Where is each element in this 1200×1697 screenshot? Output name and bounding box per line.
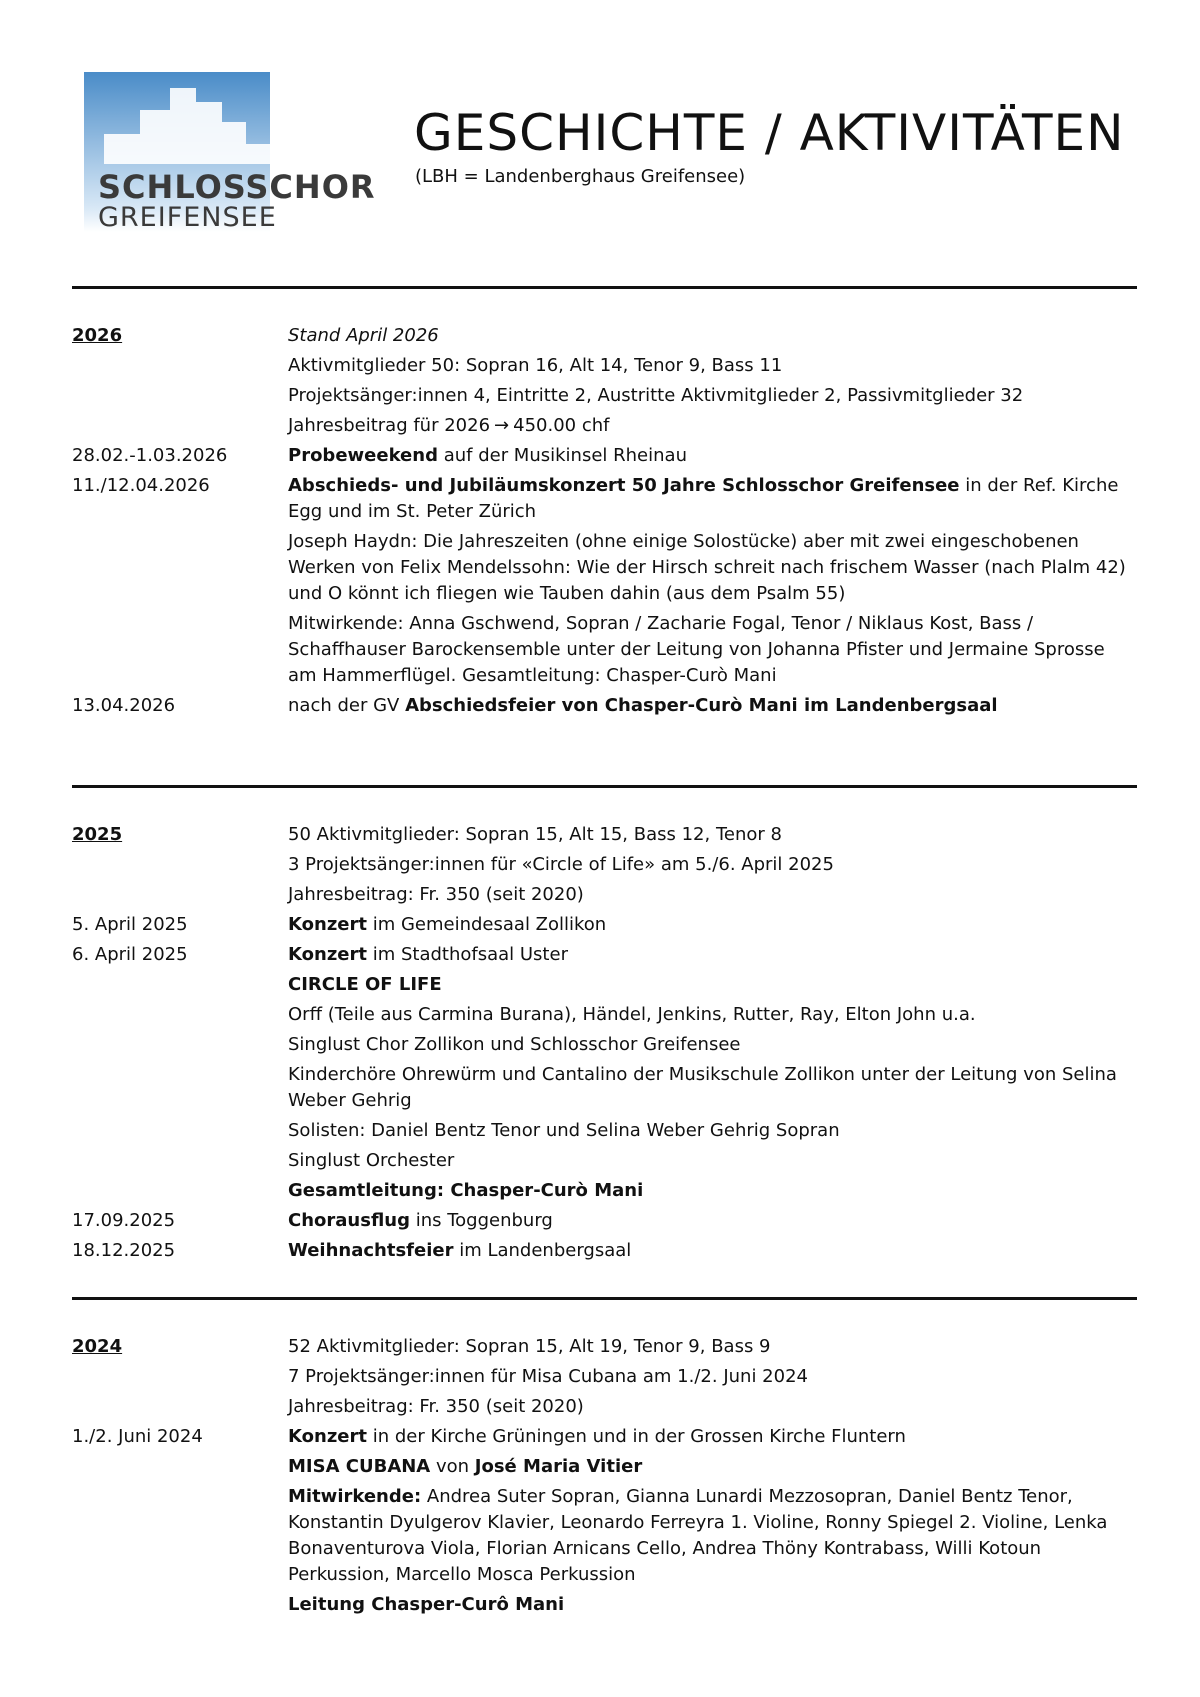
event-text: Abschieds- und Jubiläumskonzert 50 Jahre Schlosschor Greifensee in der Ref. Kirche Egg und im St. Peter Zürich: [288, 475, 1119, 522]
arrow-right-icon: →: [494, 415, 510, 436]
year-heading: 2025: [72, 824, 123, 845]
event-text: Konzert in der Kirche Grüningen und in der Grossen Kirche Fluntern: [288, 1426, 906, 1447]
project-singers-line: Projektsänger:innen 4, Eintritte 2, Austritte Aktivmitglieder 2, Passivmitglieder 32: [288, 385, 1024, 406]
event-text: Konzert im Gemeindesaal Zollikon: [288, 914, 607, 935]
event-row: [72, 693, 1137, 723]
event-performers: Mitwirkende: Anna Gschwend, Sopran / Zacharie Fogal, Tenor / Niklaus Kost, Bass / Schaffhauser Barockensemble unter der Leitung von Johanna Pfister und Jermaine Sprosse am Hammerflügel. Gesamtleitung: Chasper-Curò Mani: [288, 613, 1105, 686]
event-date: 6. April 2025: [72, 944, 188, 965]
event-date: 11./12.04.2026: [72, 475, 210, 496]
members-line: Aktivmitglieder 50: Sopran 16, Alt 14, Tenor 9, Bass 11: [288, 355, 783, 376]
section-2026: [72, 286, 1137, 723]
page-title: GESCHICHTE / AKTIVITÄTEN: [414, 104, 1125, 162]
event-performers: Mitwirkende: Andrea Suter Sopran, Gianna Lunardi Mezzosopran, Daniel Bentz Tenor, Konstantin Dyulgerov Klavier, Leonardo Ferreyra 1. Violine, Ronny Spiegel 2. Violine, Lenka Bonaventurova Viola, Florian Arnicans Cello, Andrea Thöny Kontrabass, Willi Kotoun Perkussion, Marcello Mosca Perkussion: [288, 1486, 1108, 1585]
members-line: 50 Aktivmitglieder: Sopran 15, Alt 15, Bass 12, Tenor 8: [288, 824, 782, 845]
event-row: [72, 1208, 1137, 1238]
choir-logo: [84, 72, 384, 232]
year-row: [72, 1334, 1137, 1424]
event-row: [72, 942, 1137, 1208]
fee-line: Jahresbeitrag: Fr. 350 (seit 2020): [288, 884, 584, 905]
event-row: [72, 473, 1137, 693]
section-divider: [72, 1297, 1137, 1300]
event-date: 17.09.2025: [72, 1210, 176, 1231]
event-date: 1./2. Juni 2024: [72, 1426, 203, 1447]
concert-title: CIRCLE OF LIFE: [288, 974, 442, 995]
event-row: [72, 443, 1137, 473]
event-childrens-choirs: Kinderchöre Ohrewürm und Cantalino der Musikschule Zollikon unter der Leitung von Selina Weber Gehrig: [288, 1064, 1117, 1111]
event-soloists: Solisten: Daniel Bentz Tenor und Selina Weber Gehrig Sopran: [288, 1120, 840, 1141]
year-row: [72, 323, 1137, 443]
section-2024: [72, 1297, 1137, 1622]
project-singers-line: 3 Projektsänger:innen für «Circle of Life» am 5./6. April 2025: [288, 854, 834, 875]
event-text: Probeweekend auf der Musikinsel Rheinau: [288, 445, 687, 466]
year-heading: 2026: [72, 325, 123, 346]
event-orchestra: Singlust Orchester: [288, 1150, 455, 1171]
event-date: 28.02.-1.03.2026: [72, 445, 228, 466]
event-row: [72, 1238, 1137, 1268]
event-date: 18.12.2025: [72, 1240, 176, 1261]
event-text: Konzert im Stadthofsaal Uster: [288, 944, 568, 965]
event-text: Chorausflug ins Toggenburg: [288, 1210, 553, 1231]
section-divider: [72, 785, 1137, 788]
event-date: 13.04.2026: [72, 695, 176, 716]
event-program: Joseph Haydn: Die Jahreszeiten (ohne einige Solostücke) aber mit zwei eingeschobenen Werken von Felix Mendelssohn: Wie der Hirsch schreit nach frischem Wasser (nach Plalm 42) und O könnt ich fliegen wie Tauben dahin (aus dem Psalm 55): [288, 531, 1126, 604]
section-2025: [72, 785, 1137, 1268]
event-program: Orff (Teile aus Carmina Burana), Händel, Jenkins, Rutter, Ray, Elton John u.a.: [288, 1004, 976, 1025]
event-choirs: Singlust Chor Zollikon und Schlosschor Greifensee: [288, 1034, 741, 1055]
logo-name: SCHLOSSCHOR: [98, 168, 376, 206]
concert-title: MISA CUBANA von José Maria Vitier: [288, 1456, 643, 1477]
members-line: 52 Aktivmitglieder: Sopran 15, Alt 19, Tenor 9, Bass 9: [288, 1336, 771, 1357]
status-line: Stand April 2026: [288, 325, 439, 346]
event-director: Leitung Chasper-Curô Mani: [288, 1594, 565, 1615]
page-subtitle: (LBH = Landenberghaus Greifensee): [415, 166, 746, 187]
event-date: 5. April 2025: [72, 914, 188, 935]
event-director: Gesamtleitung: Chasper-Curò Mani: [288, 1180, 644, 1201]
event-text: nach der GV Abschiedsfeier von Chasper-Curò Mani im Landenbergsaal: [288, 695, 998, 716]
year-heading: 2024: [72, 1336, 123, 1357]
fee-line: Jahresbeitrag für 2026 → 450.00 chf: [288, 413, 1137, 439]
project-singers-line: 7 Projektsänger:innen für Misa Cubana am 1./2. Juni 2024: [288, 1366, 808, 1387]
fee-line: Jahresbeitrag: Fr. 350 (seit 2020): [288, 1396, 584, 1417]
logo-place: GREIFENSEE: [98, 202, 277, 233]
event-row: [72, 912, 1137, 942]
event-row: [72, 1424, 1137, 1622]
year-row: [72, 822, 1137, 912]
event-text: Weihnachtsfeier im Landenbergsaal: [288, 1240, 632, 1261]
section-divider: [72, 286, 1137, 289]
